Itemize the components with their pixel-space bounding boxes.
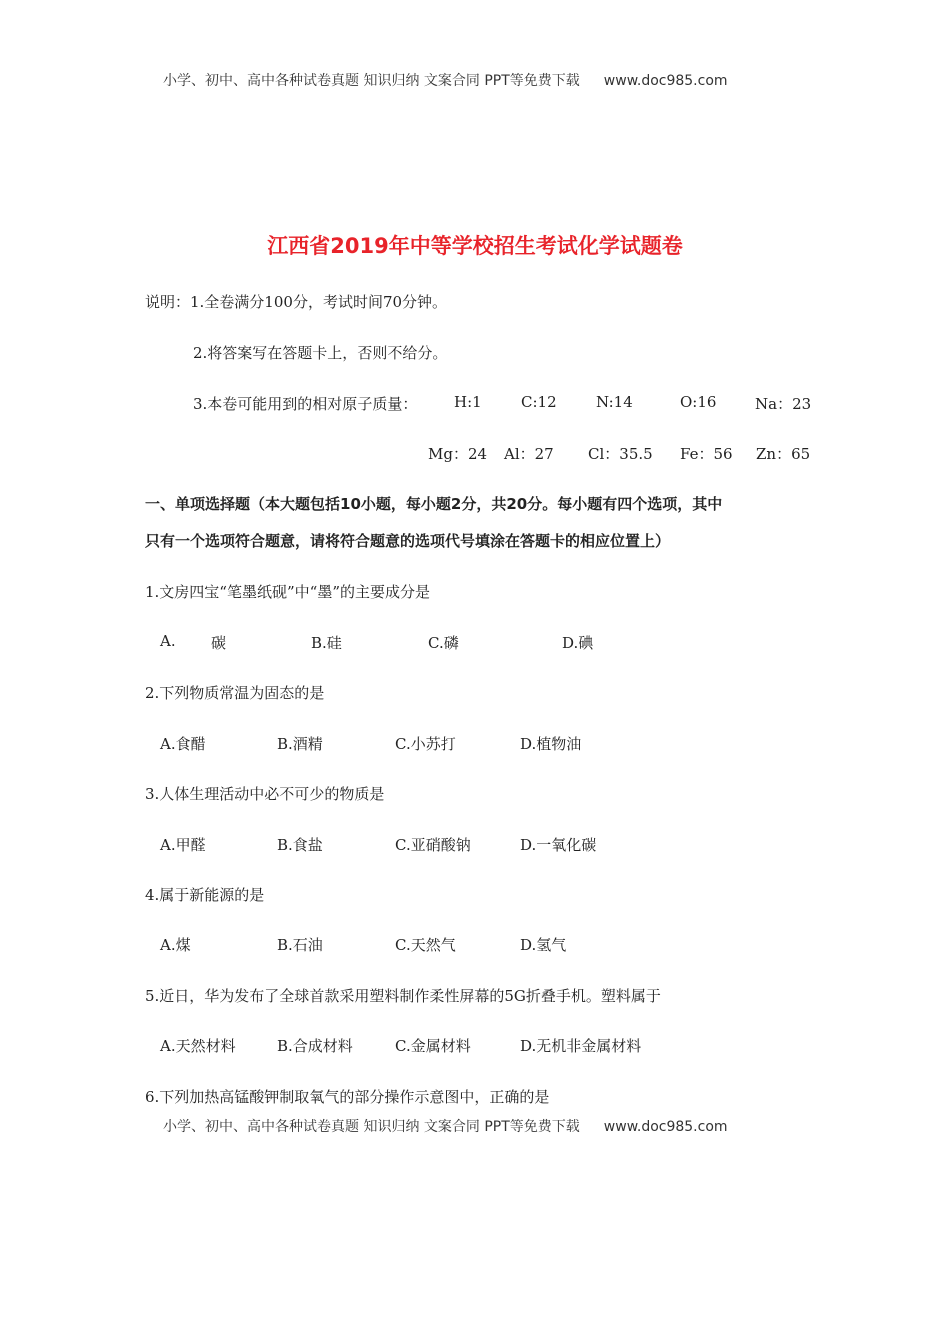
page-header: [163, 70, 728, 90]
question-6: 6.下列加热高锰酸钾制取氧气的部分操作示意图中，正确的是: [145, 1088, 550, 1106]
option-b: B.合成材料: [277, 1037, 353, 1055]
mass-al: Al：27: [504, 445, 554, 463]
mass-n: N:14: [596, 393, 633, 411]
option-c: C.天然气: [395, 936, 456, 954]
page-footer: [163, 1116, 728, 1136]
note-line-3: 3.本卷可能用到的相对原子质量：: [193, 395, 418, 413]
question-4: 4.属于新能源的是: [145, 886, 265, 904]
question-5: 5.近日，华为发布了全球首款采用塑料制作柔性屏幕的5G折叠手机。塑料属于: [145, 987, 661, 1005]
option-c: C.金属材料: [395, 1037, 471, 1055]
option-a: A.甲醛: [160, 836, 206, 854]
note-line-2: 2.将答案写在答题卡上，否则不给分。: [193, 344, 448, 362]
option-d: D.氢气: [520, 936, 567, 954]
option-c: C.小苏打: [395, 735, 456, 753]
mass-mg: Mg：24: [428, 445, 488, 463]
option-d: D.碘: [562, 634, 594, 652]
option-d: D.一氧化碳: [520, 836, 597, 854]
mass-h: H:1: [454, 393, 482, 411]
option-d: D.植物油: [520, 735, 582, 753]
mass-o: O:16: [680, 393, 717, 411]
option-c: C.亚硝酸钠: [395, 836, 471, 854]
question-1: 1.文房四宝“笔墨纸砚”中“墨”的主要成分是: [145, 583, 430, 601]
footer-text: 小学、初中、高中各种试卷真题 知识归纳 文案合同 PPT等免费下载: [163, 1119, 580, 1135]
mass-na: Na：23: [755, 395, 812, 413]
note-line-1: 说明：1.全卷满分100分，考试时间70分钟。: [145, 293, 448, 311]
question-3: 3.人体生理活动中必不可少的物质是: [145, 785, 385, 803]
option-a: A.天然材料: [160, 1037, 236, 1055]
header-url: www.doc985.com: [603, 73, 728, 89]
header-text: 小学、初中、高中各种试卷真题 知识归纳 文案合同 PPT等免费下载: [163, 73, 580, 89]
option-d: D.无机非金属材料: [520, 1037, 642, 1055]
exam-title: 江西省2019年中等学校招生考试化学试题卷: [267, 234, 683, 258]
option-b: B.石油: [277, 936, 323, 954]
mass-cl: Cl：35.5: [588, 445, 653, 463]
footer-url: www.doc985.com: [603, 1119, 728, 1135]
option-a-label: A.: [160, 632, 176, 650]
option-a: A.食醋: [160, 735, 206, 753]
section-1-heading-line-1: 一、单项选择题（本大题包括10小题，每小题2分，共20分。每小题有四个选项，其中: [145, 495, 723, 513]
option-c: C.磷: [428, 634, 459, 652]
option-a: A.煤: [160, 936, 191, 954]
mass-zn: Zn：65: [756, 445, 811, 463]
option-a-text: 碳: [211, 634, 227, 652]
option-b: B.食盐: [277, 836, 323, 854]
option-b: B.酒精: [277, 735, 323, 753]
section-1-heading-line-2: 只有一个选项符合题意，请将符合题意的选项代号填涂在答题卡的相应位置上）: [145, 532, 671, 550]
mass-c: C:12: [521, 393, 557, 411]
option-b: B.硅: [311, 634, 342, 652]
mass-fe: Fe：56: [680, 445, 733, 463]
question-2: 2.下列物质常温为固态的是: [145, 684, 325, 702]
